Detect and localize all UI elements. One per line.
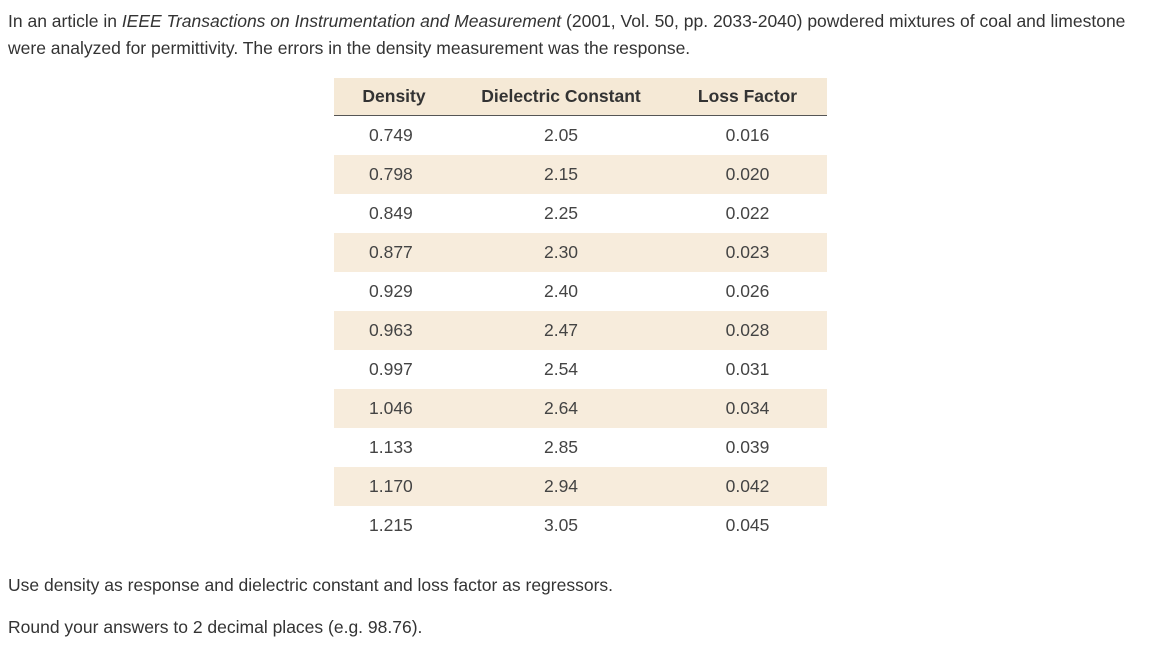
cell-density: 1.133 — [369, 437, 413, 457]
problem-statement — [8, 8, 1158, 62]
cell-loss-factor: 0.034 — [668, 389, 827, 428]
data-table — [334, 78, 827, 545]
cell-loss-factor: 0.028 — [668, 311, 827, 350]
cell-density: 0.877 — [334, 233, 454, 272]
table-body — [334, 116, 827, 546]
cell-dielectric-constant: 2.47 — [454, 311, 668, 350]
cell-density: 0.849 — [369, 203, 413, 223]
table-row — [334, 194, 827, 233]
instruction-rounding: Round your answers to 2 decimal places (e.g. 98.76). — [8, 617, 423, 637]
table-row — [334, 311, 827, 350]
table-row — [334, 350, 827, 389]
cell-dielectric-constant: 2.85 — [543, 437, 579, 457]
cell-dielectric-constant: 2.64 — [454, 389, 668, 428]
cell-dielectric-constant: 2.30 — [454, 233, 668, 272]
cell-dielectric-constant: 3.05 — [543, 515, 579, 535]
cell-loss-factor: 0.026 — [725, 281, 770, 301]
cell-density: 1.215 — [369, 515, 413, 535]
cell-dielectric-constant: 2.40 — [543, 281, 579, 301]
cell-loss-factor: 0.031 — [725, 359, 770, 379]
table-row — [334, 272, 827, 311]
cell-density: 0.798 — [334, 155, 454, 194]
journal-title: IEEE Transactions on Instrumentation and Measurement — [121, 11, 562, 31]
instruction-regressors: Use density as response and dielectric constant and loss factor as regressors. — [8, 575, 614, 595]
cell-dielectric-constant: 2.25 — [543, 203, 579, 223]
table-header-row — [334, 78, 827, 116]
cell-loss-factor: 0.042 — [668, 467, 827, 506]
table-row — [334, 389, 827, 428]
table-row — [334, 233, 827, 272]
cell-density: 0.997 — [369, 359, 413, 379]
cell-density: 0.929 — [369, 281, 413, 301]
intro-prefix: In an article in — [8, 11, 122, 31]
cell-loss-factor: 0.022 — [725, 203, 770, 223]
header-loss-factor: Loss Factor — [668, 78, 827, 116]
table-row — [334, 155, 827, 194]
intro-suffix: (2001, Vol. 50, pp. 2033-2040) powdered mixtures of coal and limestone were analyzed for permittivity. The errors in the density measurement was the response. — [8, 11, 1126, 58]
header-density: Density — [334, 78, 454, 116]
table-row — [334, 506, 827, 545]
cell-density: 0.963 — [334, 311, 454, 350]
cell-loss-factor: 0.020 — [668, 155, 827, 194]
cell-loss-factor: 0.045 — [725, 515, 770, 535]
cell-loss-factor: 0.023 — [668, 233, 827, 272]
cell-loss-factor: 0.016 — [725, 125, 770, 145]
table-row — [334, 467, 827, 506]
cell-density: 1.170 — [334, 467, 454, 506]
cell-dielectric-constant: 2.15 — [454, 155, 668, 194]
cell-loss-factor: 0.039 — [725, 437, 770, 457]
cell-density: 1.046 — [334, 389, 454, 428]
cell-density: 0.749 — [369, 125, 413, 145]
header-dielectric-constant: Dielectric Constant — [454, 78, 668, 116]
cell-dielectric-constant: 2.54 — [543, 359, 579, 379]
cell-dielectric-constant: 2.05 — [543, 125, 579, 145]
table-row — [334, 428, 827, 467]
cell-dielectric-constant: 2.94 — [454, 467, 668, 506]
table-row — [334, 116, 827, 156]
